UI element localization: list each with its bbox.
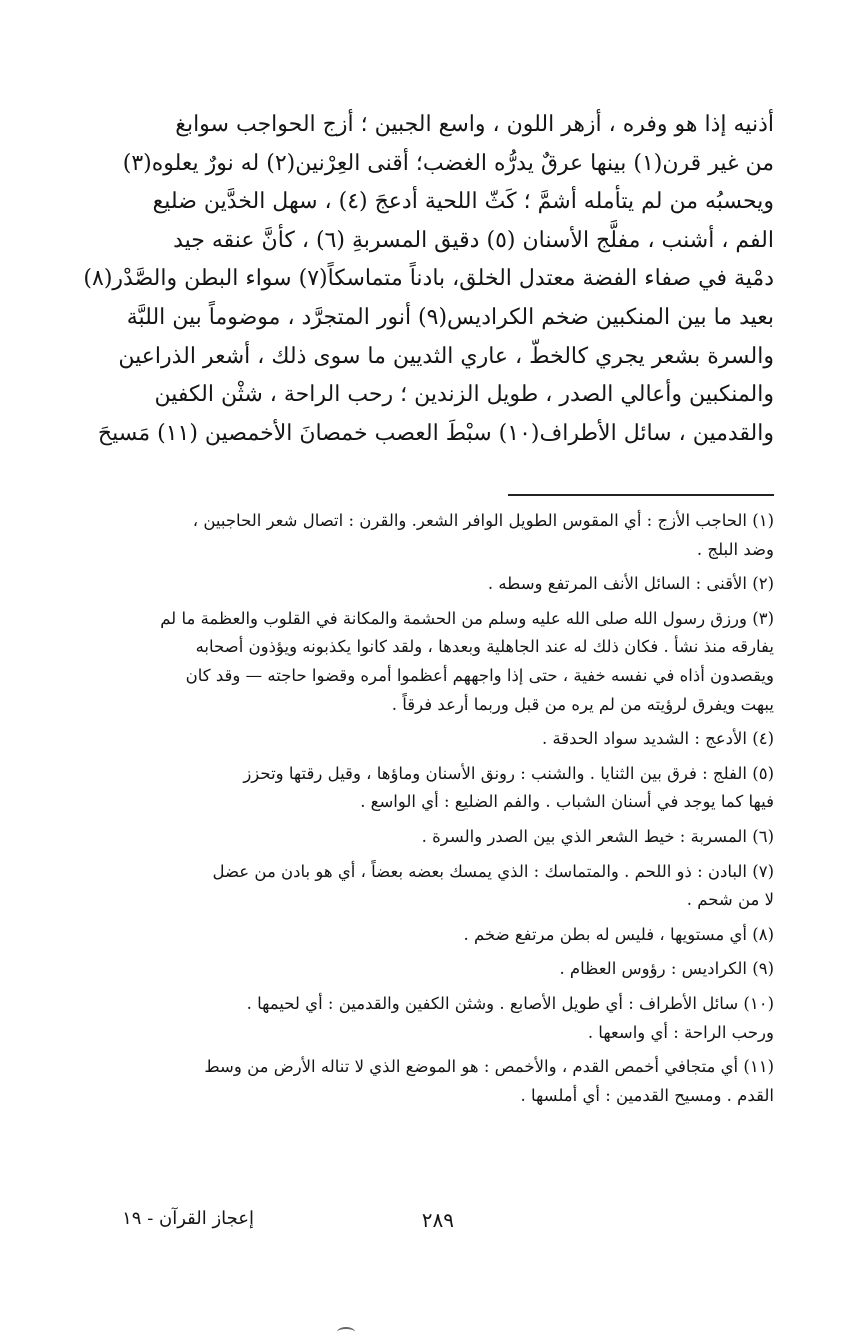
- text-line: والمنكبين وأعالي الصدر ، طويل الزندين ؛ رحب الراحة ، شثْن الكفين: [154, 382, 774, 408]
- footnote-9: [102, 955, 774, 984]
- footnote-line: القدم . ومسيح القدمين : أي أملسها .: [520, 1085, 774, 1105]
- footnote-line: (٩) الكراديس : رؤوس العظام .: [559, 959, 774, 979]
- footnote-line: (٨) أي مستويها ، فليس له بطن مرتفع ضخم .: [463, 924, 774, 944]
- footnote-line: يفارقه منذ نشأ . فكان ذلك له عند الجاهلية وبعدها ، ولقد كانوا يكذبونه ويؤذون أصحابه: [195, 637, 774, 657]
- footnote-line: (٦) المسربة : خيط الشعر الذي بين الصدر والسرة .: [421, 826, 774, 846]
- footnote-line: (٣) ورزق رسول الله صلى الله عليه وسلم من الحشمة والمكانة في القلوب والعظمة ما لم: [160, 608, 774, 628]
- page-number: ٢٨٩: [421, 1208, 454, 1232]
- footnote-5: [102, 760, 774, 817]
- footnote-line: وضد البلج .: [696, 539, 774, 559]
- running-title: إعجاز القرآن - ١٩: [122, 1208, 254, 1229]
- footnote-line: فيها كما يوجد في أسنان الشباب . والفم الضليع : أي الواسع .: [360, 792, 774, 812]
- text-line: من غير قرن(١) بينها عرقٌ يدرُّه الغضب؛ أقنى العِرْنين(٢) له نورٌ يعلوه(٣): [122, 150, 774, 176]
- footnote-line: ورحب الراحة : أي واسعها .: [587, 1022, 774, 1042]
- footnote-4: [102, 725, 774, 754]
- footnote-line: (٢) الأقنى : السائل الأنف المرتفع وسطه .: [487, 574, 774, 594]
- text-line: دمْية في صفاء الفضة معتدل الخلق، بادناً متماسكاً(٧) سواء البطن والصَّدْر(٨): [83, 266, 774, 292]
- footnote-line: (١١) أي متجافي أخمص القدم ، والأخمص : هو الموضع الذي لا تناله الأرض من وسط: [204, 1057, 774, 1077]
- footnote-3: [102, 605, 774, 719]
- footnote-line: ويقصدون أذاه في نفسه خفية ، حتى إذا واجههم أعظموا أمره وقضوا حاجته — وقد كان: [185, 665, 774, 685]
- text-line: والقدمين ، سائل الأطراف(١٠) سبْطَ العصب خمصانَ الأخمصين (١١) مَسيحَ: [97, 420, 774, 446]
- footnote-line: (٧) البادن : ذو اللحم . والمتماسك : الذي يمسك بعضه بعضاً ، أي هو بادن من عضل: [212, 861, 774, 881]
- footnote-line: (٤) الأدعج : الشديد سواد الحدقة .: [541, 729, 774, 749]
- footnotes: [102, 507, 774, 1116]
- footnote-10: [102, 990, 774, 1047]
- main-text: [83, 106, 774, 453]
- text-line: أذنيه إذا هو وفره ، أزهر اللون ، واسع الجبين ؛ أزج الحواجب سوابغ: [175, 112, 774, 137]
- footnote-line: (١) الحاجب الأزج : أي المقوس الطويل الوافر الشعر. والقرن : اتصال شعر الحاجبين ،: [192, 511, 774, 530]
- footnote-6: [102, 823, 774, 852]
- footnote-divider: [508, 494, 774, 496]
- text-line: بعيد ما بين المنكبين ضخم الكراديس(٩) أنور المتجرَّد ، موضوماً بين اللبَّة: [126, 304, 774, 330]
- footnote-8: [102, 921, 774, 950]
- footnote-7: [102, 858, 774, 915]
- bottom-mark: [337, 1327, 355, 1337]
- page-footer: [102, 1208, 774, 1242]
- footnote-1: [102, 507, 774, 564]
- footnote-11: [102, 1053, 774, 1110]
- footnote-line: يبهت ويفرق لرؤيته من لم يره من قبل وربما أرعد فرقاً .: [391, 694, 774, 714]
- text-line: الفم ، أشنب ، مفلَّج الأسنان (٥) دقيق المسربةِ (٦) ، كأنَّ عنقه جيد: [173, 227, 774, 253]
- footnote-line: (١٠) سائل الأطراف : أي طويل الأصابع . وشثن الكفين والقدمين : أي لحيمها .: [246, 993, 774, 1013]
- text-line: ويحسبُه من لم يتأمله أشمَّ ؛ كَثّ اللحية أدعجَ (٤) ، سهل الخدَّين ضليع: [152, 189, 774, 215]
- footnote-line: (٥) الفلج : فرق بين الثنايا . والشنب : رونق الأسنان وماؤها ، وقيل رقتها وتحزز: [243, 763, 774, 783]
- footnote-line: لا من شحم .: [686, 890, 774, 910]
- footnote-2: [102, 570, 774, 599]
- text-line: والسرة بشعر يجري كالخطّ ، عاري الثديين ما سوى ذلك ، أشعر الذراعين: [118, 343, 774, 369]
